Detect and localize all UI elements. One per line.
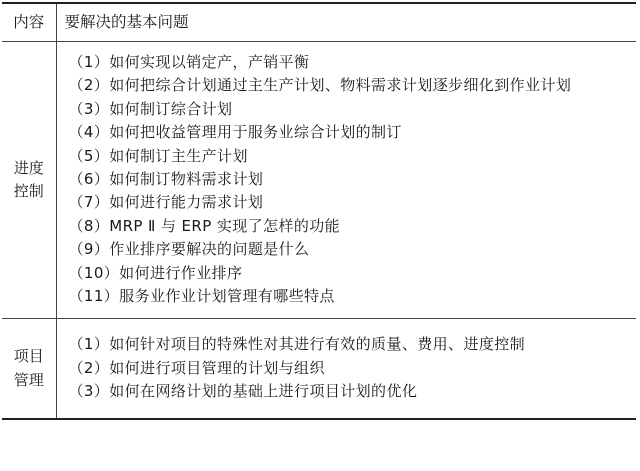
list-item: （4）如何把收益管理用于服务业综合计划的制订: [68, 123, 402, 142]
list-item: （2）如何把综合计划通过主生产计划、物料需求计划逐步细化到作业计划: [68, 76, 572, 95]
items-cell-project-management: [56, 319, 636, 419]
section-row-project-management: [2, 319, 636, 419]
list-item: （5）如何制订主生产计划: [68, 146, 248, 165]
header-content-cell: 内容: [2, 3, 56, 42]
list-item: （1）如何实现以销定产，产销平衡: [68, 53, 310, 71]
list-item: （6）如何制订物料需求计划: [68, 170, 264, 189]
section-row-schedule-control: [2, 42, 636, 319]
list-item: （3）如何制订综合计划: [68, 99, 233, 118]
category-label-line2: 控制: [13, 182, 44, 201]
list-item: （9）作业排序要解决的问题是什么: [68, 240, 310, 259]
category-cell-project-management: [2, 319, 56, 419]
category-cell-schedule-control: [2, 42, 56, 319]
list-item: （3）如何在网络计划的基础上进行项目计划的优化: [68, 382, 418, 401]
list-item: （1）如何针对项目的特殊性对其进行有效的质量、费用、进度控制: [68, 335, 526, 354]
category-label-line2: 管理: [13, 370, 44, 389]
list-item: （11）服务业作业计划管理有哪些特点: [68, 287, 335, 306]
list-item: （8）MRP Ⅱ 与 ERP 实现了怎样的功能: [68, 216, 341, 235]
problems-table: [2, 2, 636, 420]
list-item: （2）如何进行项目管理的计划与组织: [68, 358, 325, 377]
category-label-line1: 进度: [13, 158, 44, 177]
list-item: （10）如何进行作业排序: [68, 263, 243, 282]
header-problems-cell: 要解决的基本问题: [56, 3, 636, 42]
category-label-line1: 项目: [13, 347, 44, 366]
items-cell-schedule-control: [56, 42, 636, 319]
list-item: （7）如何进行能力需求计划: [68, 193, 264, 212]
table-header-row: [2, 3, 636, 42]
